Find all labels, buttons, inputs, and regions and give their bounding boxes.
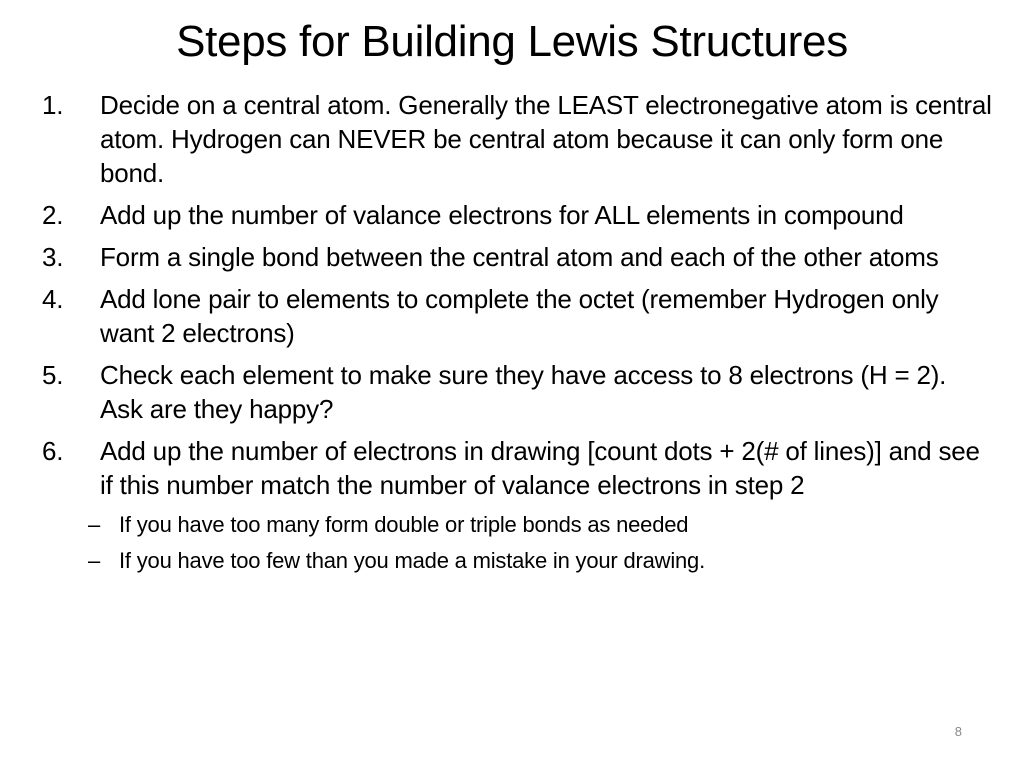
step-item-6 (42, 434, 992, 502)
sub-bullet-text: If you have too many form double or triple bonds as needed (119, 512, 689, 537)
step-number: 5. (42, 360, 64, 390)
step-number: 2. (42, 200, 64, 230)
step-text: Check each element to make sure they have access to 8 electrons (H = 2). Ask are they happy? (100, 360, 947, 424)
sub-bullets-list (88, 510, 992, 576)
step-text: Add lone pair to elements to complete the octet (remember Hydrogen only want 2 electrons) (100, 284, 939, 348)
step-text: Add up the number of electrons in drawing [count dots + 2(# of lines)] and see if this number match the number of valance electrons in step 2 (100, 436, 980, 500)
step-item-5 (42, 358, 992, 426)
step-number: 4. (42, 284, 64, 314)
dash-bullet: – (88, 548, 101, 573)
step-number: 6. (42, 436, 64, 466)
page-number: 8 (954, 724, 962, 739)
dash-bullet: – (88, 512, 101, 537)
step-text: Form a single bond between the central atom and each of the other atoms (100, 242, 939, 272)
sub-bullet-text: If you have too few than you made a mistake in your drawing. (119, 548, 705, 573)
sub-bullet-item (88, 510, 992, 540)
step-number: 1. (42, 90, 64, 120)
step-number: 3. (42, 242, 64, 272)
sub-bullets-container (42, 510, 992, 576)
step-text: Add up the number of valance electrons for ALL elements in compound (100, 200, 904, 230)
step-item-1 (42, 88, 992, 190)
step-item-4 (42, 282, 992, 350)
step-item-3 (42, 240, 992, 274)
sub-bullet-item (88, 546, 992, 576)
slide-title: Steps for Building Lewis Structures (176, 17, 848, 66)
steps-list (42, 88, 992, 582)
step-item-2 (42, 198, 992, 232)
step-text: Decide on a central atom. Generally the LEAST electronegative atom is central atom. Hydrogen can NEVER be central atom because it can only form one bond. (100, 90, 992, 188)
